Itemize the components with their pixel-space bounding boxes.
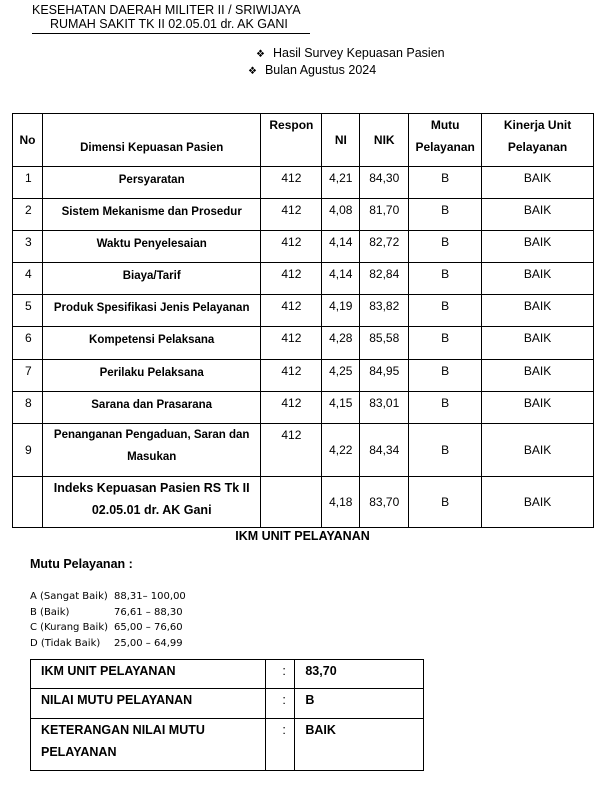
index-label <box>42 477 260 528</box>
header-ni: NI <box>322 114 360 167</box>
header-respon: Respon <box>261 114 322 167</box>
row-dimensi: Biaya/Tarif <box>42 263 260 295</box>
row-kinerja: BAIK <box>482 199 594 231</box>
row-dimensi-line2: Masukan <box>127 451 177 463</box>
row-no: 3 <box>13 231 43 263</box>
row-nik: 84,30 <box>360 167 409 199</box>
summary-value: B <box>295 689 424 719</box>
row-ni: 4,15 <box>322 392 360 424</box>
row-respon: 412 <box>261 199 322 231</box>
row-dimensi: Persyaratan <box>42 167 260 199</box>
scale-item <box>30 620 186 636</box>
summary-label <box>31 719 266 771</box>
scale-range: 88,31– 100,00 <box>114 591 186 602</box>
summary-label-line2: PELAYANAN <box>41 745 117 759</box>
scale-label: A (Sangat Baik) <box>30 591 108 602</box>
summary-colon: : <box>266 689 295 719</box>
row-ni: 4,14 <box>322 263 360 295</box>
summary-colon: : <box>266 719 295 771</box>
table-header-row <box>13 114 594 167</box>
header-kinerja-line1: Kinerja Unit <box>503 118 572 132</box>
row-no: 2 <box>13 199 43 231</box>
header-dimensi: Dimensi Kepuasan Pasien <box>42 114 260 167</box>
row-respon: 412 <box>261 327 322 360</box>
row-kinerja: BAIK <box>482 424 594 477</box>
header-nik: NIK <box>360 114 409 167</box>
row-no: 9 <box>13 424 43 477</box>
row-kinerja: BAIK <box>482 295 594 327</box>
summary-row <box>31 689 424 719</box>
header-mutu-line1: Mutu <box>430 118 460 132</box>
row-mutu: B <box>409 295 482 327</box>
scale-range: 76,61 – 88,30 <box>114 606 183 618</box>
table-row <box>13 327 594 360</box>
row-kinerja: BAIK <box>482 360 594 392</box>
row-nik: 82,72 <box>360 231 409 263</box>
row-dimensi: Produk Spesifikasi Jenis Pelayanan <box>42 295 260 327</box>
index-nik: 83,70 <box>360 477 409 528</box>
bullet-text: Hasil Survey Kepuasan Pasien <box>272 46 445 60</box>
summary-row <box>31 719 424 771</box>
table-row <box>13 167 594 199</box>
scale-item <box>30 589 186 605</box>
table-row <box>13 392 594 424</box>
row-nik: 83,01 <box>360 392 409 424</box>
summary-label: IKM UNIT PELAYANAN <box>31 660 266 689</box>
row-mutu: B <box>409 360 482 392</box>
diamond-bullet-icon: ❖ <box>256 49 265 60</box>
row-respon: 412 <box>261 392 322 424</box>
row-mutu: B <box>409 199 482 231</box>
row-ni: 4,28 <box>322 327 360 360</box>
header-mutu <box>409 114 482 167</box>
summary-value: BAIK <box>295 719 424 771</box>
index-label-line2: 02.05.01 dr. AK Gani <box>91 503 212 517</box>
row-no: 5 <box>13 295 43 327</box>
row-nik: 84,34 <box>360 424 409 477</box>
row-no: 4 <box>13 263 43 295</box>
row-mutu: B <box>409 424 482 477</box>
index-kinerja: BAIK <box>482 477 594 528</box>
row-no: 7 <box>13 360 43 392</box>
index-ni: 4,18 <box>322 477 360 528</box>
survey-table <box>12 113 594 528</box>
row-mutu: B <box>409 327 482 360</box>
row-no: 6 <box>13 327 43 360</box>
row-nik: 84,95 <box>360 360 409 392</box>
mutu-title: Mutu Pelayanan : <box>30 557 133 571</box>
row-no: 1 <box>13 167 43 199</box>
index-respon <box>261 477 322 528</box>
row-mutu: B <box>409 263 482 295</box>
summary-row <box>31 660 424 689</box>
scale-label: B (Baik) <box>30 606 70 618</box>
index-mutu: B <box>409 477 482 528</box>
index-row <box>13 477 594 528</box>
row-ni: 4,14 <box>322 231 360 263</box>
table-row <box>13 199 594 231</box>
row-nik: 82,84 <box>360 263 409 295</box>
header-no: No <box>13 114 43 167</box>
row-kinerja: BAIK <box>482 231 594 263</box>
row-nik: 85,58 <box>360 327 409 360</box>
scale-label: C (Kurang Baik) <box>30 622 109 633</box>
summary-label-line1: KETERANGAN NILAI MUTU <box>41 723 205 737</box>
summary-colon: : <box>266 660 295 689</box>
row-no: 8 <box>13 392 43 424</box>
row-dimensi: Sistem Mekanisme dan Prosedur <box>42 199 260 231</box>
row-dimensi <box>42 424 260 477</box>
row-respon: 412 <box>261 424 322 477</box>
row-kinerja: BAIK <box>482 167 594 199</box>
row-respon: 412 <box>261 263 322 295</box>
header-line-1: KESEHATAN DAERAH MILITER II / SRIWIJAYA <box>32 3 301 17</box>
row-kinerja: BAIK <box>482 392 594 424</box>
row-dimensi-line1: Penanganan Pengaduan, Saran dan <box>53 429 250 441</box>
bullet-survey <box>256 46 445 60</box>
scale-range: 65,00 – 76,60 <box>114 622 183 633</box>
row-nik: 81,70 <box>360 199 409 231</box>
index-label-line1: Indeks Kepuasan Pasien RS Tk II <box>53 481 250 495</box>
row-ni: 4,19 <box>322 295 360 327</box>
bullet-text: Bulan Agustus 2024 <box>264 63 377 77</box>
row-respon: 412 <box>261 167 322 199</box>
header-kinerja-line2: Pelayanan <box>507 140 568 154</box>
row-respon: 412 <box>261 360 322 392</box>
row-ni: 4,21 <box>322 167 360 199</box>
row-dimensi: Kompetensi Pelaksana <box>42 327 260 360</box>
mutu-scale <box>30 589 186 651</box>
row-ni: 4,08 <box>322 199 360 231</box>
header-mutu-line2: Pelayanan <box>415 140 475 154</box>
header-kinerja <box>482 114 594 167</box>
scale-range: 25,00 – 64,99 <box>114 637 183 649</box>
index-no <box>13 477 43 528</box>
row-kinerja: BAIK <box>482 327 594 360</box>
table-row <box>13 360 594 392</box>
row-respon: 412 <box>261 295 322 327</box>
row-ni: 4,25 <box>322 360 360 392</box>
row-dimensi: Waktu Penyelesaian <box>42 231 260 263</box>
table-row <box>13 231 594 263</box>
row-mutu: B <box>409 167 482 199</box>
header-underline <box>32 33 310 34</box>
bullet-month <box>248 63 376 77</box>
row-mutu: B <box>409 231 482 263</box>
row-dimensi: Sarana dan Prasarana <box>42 392 260 424</box>
table-row <box>13 295 594 327</box>
row-respon: 412 <box>261 231 322 263</box>
row-nik: 83,82 <box>360 295 409 327</box>
row-kinerja: BAIK <box>482 263 594 295</box>
scale-item <box>30 636 186 652</box>
section-title: IKM UNIT PELAYANAN <box>235 529 370 543</box>
summary-table <box>30 659 424 771</box>
diamond-bullet-icon: ❖ <box>248 66 257 77</box>
scale-item <box>30 605 186 621</box>
row-mutu: B <box>409 392 482 424</box>
header-line-2: RUMAH SAKIT TK II 02.05.01 dr. AK GANI <box>50 17 288 31</box>
scale-label: D (Tidak Baik) <box>30 637 101 649</box>
table-row <box>13 424 594 477</box>
table-row <box>13 263 594 295</box>
row-dimensi: Perilaku Pelaksana <box>42 360 260 392</box>
summary-label: NILAI MUTU PELAYANAN <box>31 689 266 719</box>
row-ni: 4,22 <box>322 424 360 477</box>
summary-value: 83,70 <box>295 660 424 689</box>
